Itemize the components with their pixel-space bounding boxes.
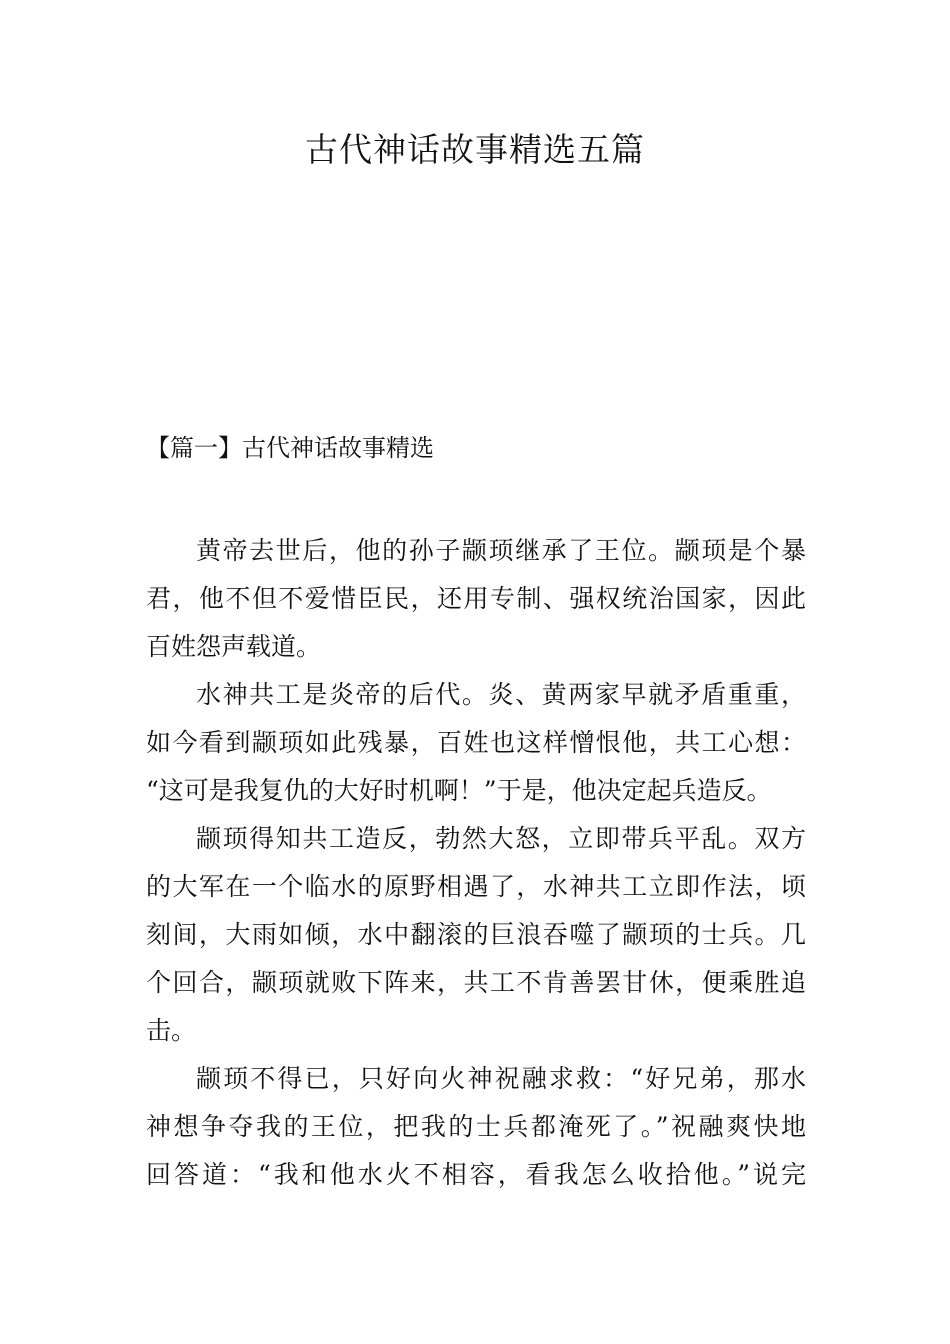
text-line: 击。 xyxy=(146,1016,197,1045)
text-line: 如今看到颛顼如此残暴，百姓也这样憎恨他，共工心想： xyxy=(146,728,806,757)
text-line: “这可是我复仇的大好时机啊！”于是，他决定起兵造反。 xyxy=(146,776,772,805)
document-title: 古代神话故事精选五篇 xyxy=(305,130,645,169)
text-line: 黄帝去世后，他的孙子颛顼继承了王位。颛顼是个暴 xyxy=(196,536,806,565)
body-text xyxy=(146,527,806,1199)
section-heading: 【篇一】古代神话故事精选 xyxy=(146,434,434,462)
text-line: 百姓怨声载道。 xyxy=(146,632,322,661)
text-line: 的大军在一个临水的原野相遇了，水神共工立即作法，顷 xyxy=(146,872,806,901)
text-line: 刻间，大雨如倾，水中翻滚的巨浪吞噬了颛顼的士兵。几 xyxy=(146,920,806,949)
text-line: 颛顼不得已，只好向火神祝融求救：“好兄弟，那水 xyxy=(196,1064,806,1093)
text-line: 水神共工是炎帝的后代。炎、黄两家早就矛盾重重， xyxy=(196,680,806,709)
text-line: 回答道：“我和他水火不相容，看我怎么收拾他。”说完 xyxy=(146,1160,806,1189)
text-line: 神想争夺我的王位，把我的士兵都淹死了。”祝融爽快地 xyxy=(146,1112,806,1141)
text-line: 颛顼得知共工造反，勃然大怒，立即带兵平乱。双方 xyxy=(196,824,806,853)
text-line: 个回合，颛顼就败下阵来，共工不肯善罢甘休，便乘胜追 xyxy=(146,968,806,997)
text-line: 君，他不但不爱惜臣民，还用专制、强权统治国家，因此 xyxy=(146,584,806,613)
